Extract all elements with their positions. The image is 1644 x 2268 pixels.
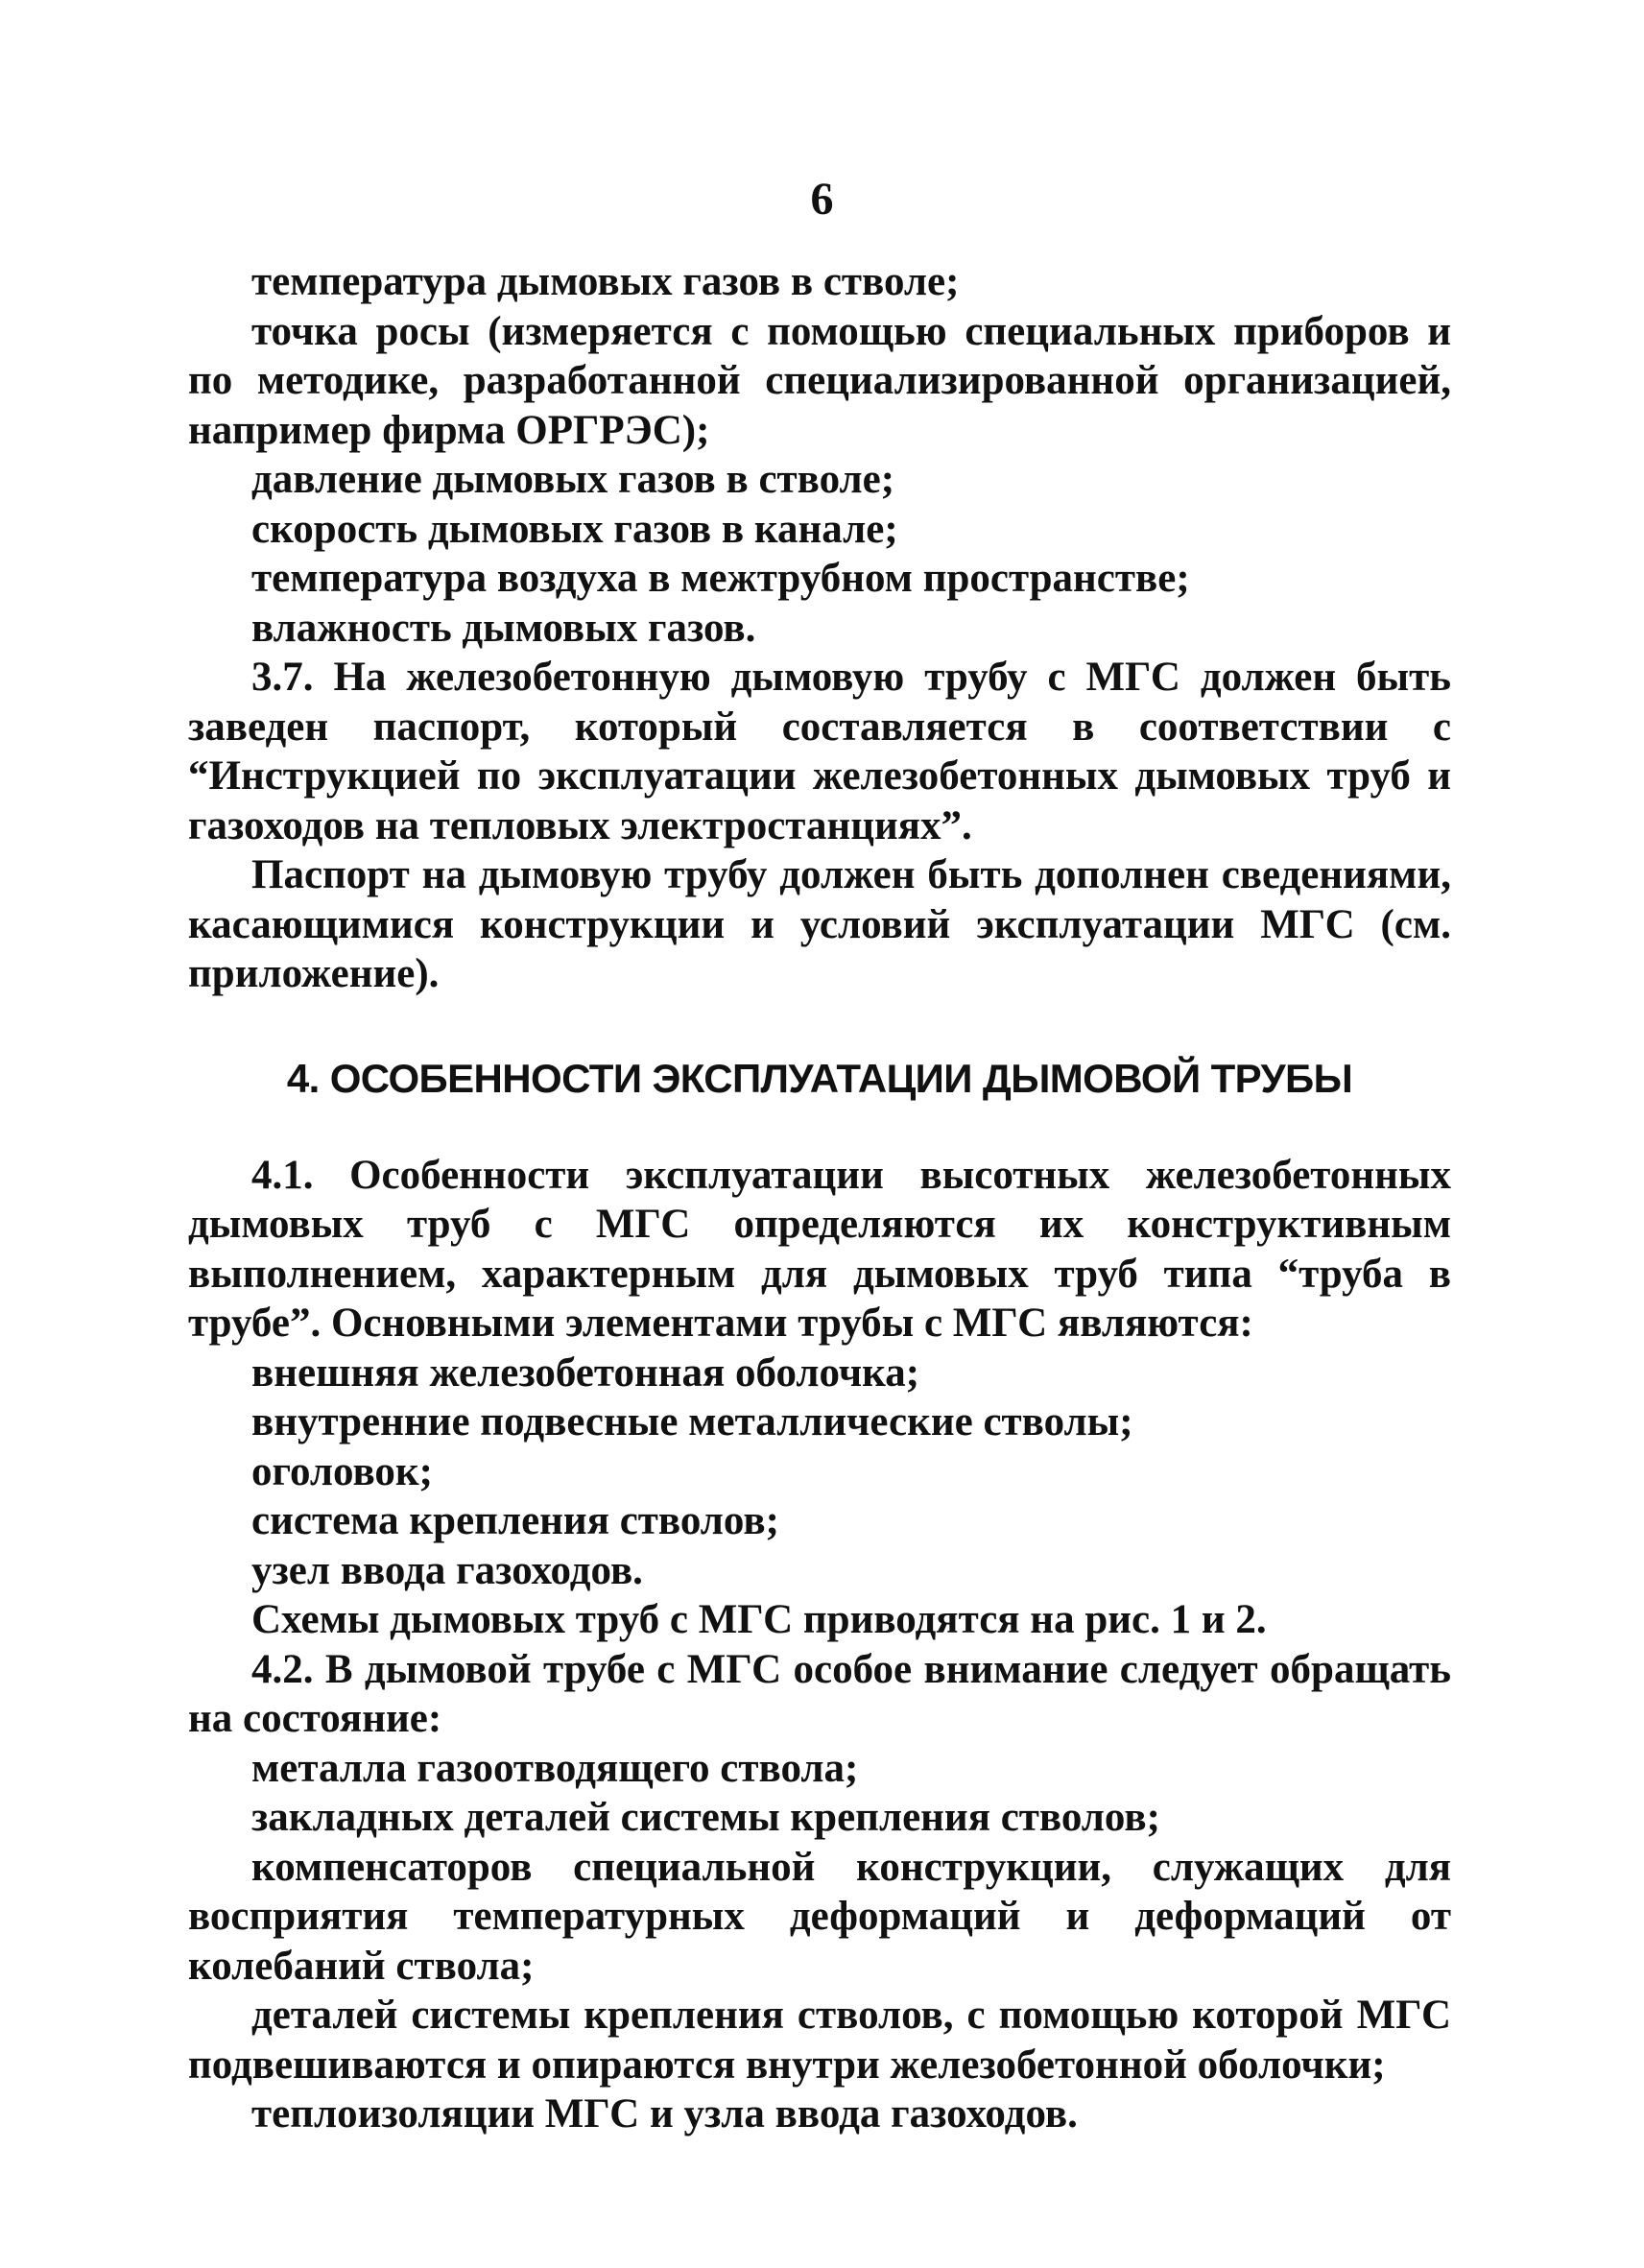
list-item: температура дымовых газов в стволе; [251, 259, 960, 304]
list-item: закладных деталей системы крепления стволов; [251, 1795, 1160, 1840]
list-item: давление дымовых газов в стволе; [251, 457, 895, 502]
list-item: температура воздуха в межтрубном пространстве; [251, 556, 1190, 601]
list-item: оголовок; [251, 1448, 433, 1494]
paragraph-schemes: Схемы дымовых труб с МГС приводятся на рис. 1 и 2. [251, 1597, 1267, 1642]
page-number: 6 [810, 174, 834, 225]
list-item: точка росы (измеряется с помощью специальных приборов и по методике, разработанной специализированной организацией, например фирма ОРГРЭС); [188, 308, 1451, 453]
paragraph-3-7: 3.7. На железобетонную дымовую трубу с МГС должен быть заведен паспорт, который составляется в соответствии с “Инструкцией по эксплуатации железобетонных дымовых труб и газоходов на тепловых электростанциях”. [188, 655, 1451, 848]
paragraph-passport: Паспорт на дымовую трубу должен быть дополнен сведениями, касающимися конструкции и условий эксплуатации МГС (см. приложение). [188, 852, 1451, 996]
section-heading: 4. ОСОБЕННОСТИ ЭКСПЛУАТАЦИИ ДЫМОВОЙ ТРУБЫ [286, 1055, 1353, 1101]
list-item: металла газоотводящего ствола; [251, 1745, 859, 1791]
list-item: деталей системы крепления стволов, с помощью которой МГС подвешиваются и опираются внутри железобетонной оболочки; [188, 1993, 1451, 2088]
paragraph-4-1: 4.1. Особенности эксплуатации высотных железобетонных дымовых труб с МГС определяются их конструктивным выполнением, характерным для дымовых труб типа “труба в трубе”. Основными элементами трубы с МГС являются: [188, 1152, 1451, 1346]
page-content [188, 257, 1451, 2139]
list-item: система крепления стволов; [251, 1498, 779, 1543]
paragraph-4-2: 4.2. В дымовой трубе с МГС особое внимание следует обращать на состояние: [188, 1646, 1451, 1741]
list-item: влажность дымовых газов. [251, 605, 756, 651]
list-item: теплоизоляции МГС и узла ввода газоходов. [251, 2091, 1078, 2137]
list-item: компенсаторов специальной конструкции, служащих для восприятия температурных деформаций и деформаций от колебаний ствола; [188, 1844, 1451, 1989]
list-item: внешняя железобетонная оболочка; [251, 1349, 920, 1396]
list-item: внутренние подвесные металлические стволы; [251, 1399, 1133, 1444]
list-item: узел ввода газоходов. [251, 1547, 643, 1593]
list-item: скорость дымовых газов в канале; [251, 506, 898, 552]
